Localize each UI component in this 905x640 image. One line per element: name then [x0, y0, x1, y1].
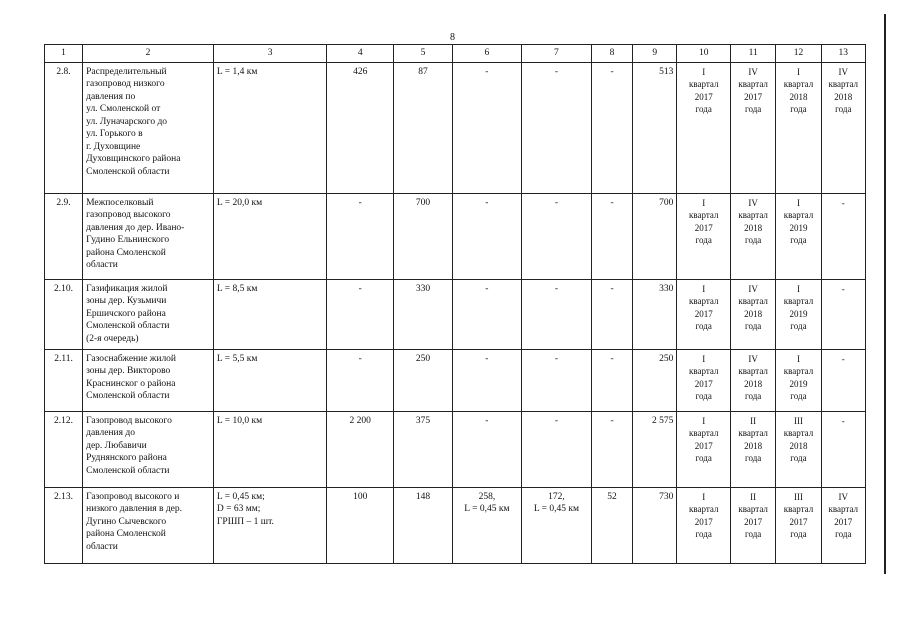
cell-col6: - — [452, 193, 521, 279]
cell-col8: 52 — [591, 487, 632, 563]
header-cell: 11 — [730, 45, 775, 63]
cell-col9-total: 700 — [633, 193, 677, 279]
cell-col7: 172, L = 0,45 км — [521, 487, 591, 563]
cell-col5: 375 — [394, 411, 453, 487]
cell-col12-quarter: I квартал 2018 года — [776, 62, 821, 193]
cell-col10-quarter: I квартал 2017 года — [677, 411, 731, 487]
cell-col6: - — [452, 62, 521, 193]
row-number: 2.12. — [45, 411, 83, 487]
cell-col4: 2 200 — [327, 411, 394, 487]
project-spec: L = 8,5 км — [213, 279, 326, 349]
cell-col11-quarter: IV квартал 2018 года — [730, 279, 775, 349]
cell-col8: - — [591, 411, 632, 487]
cell-col9-total: 330 — [633, 279, 677, 349]
table-row — [45, 411, 866, 487]
project-spec: L = 0,45 км; D = 63 мм; ГРШП – 1 шт. — [213, 487, 326, 563]
row-number: 2.10. — [45, 279, 83, 349]
cell-col12-quarter: III квартал 2017 года — [776, 487, 821, 563]
cell-col13-quarter: - — [821, 411, 865, 487]
table-row — [45, 349, 866, 411]
cell-col5: 148 — [394, 487, 453, 563]
cell-col5: 330 — [394, 279, 453, 349]
cell-col13-quarter: IV квартал 2018 года — [821, 62, 865, 193]
cell-col12-quarter: I квартал 2019 года — [776, 349, 821, 411]
cell-col9-total: 2 575 — [633, 411, 677, 487]
project-spec: L = 1,4 км — [213, 62, 326, 193]
cell-col6: - — [452, 349, 521, 411]
cell-col13-quarter: - — [821, 279, 865, 349]
scan-edge-line — [884, 14, 886, 574]
cell-col11-quarter: IV квартал 2018 года — [730, 193, 775, 279]
cell-col6: - — [452, 411, 521, 487]
project-spec: L = 20,0 км — [213, 193, 326, 279]
cell-col7: - — [521, 349, 591, 411]
header-cell: 13 — [821, 45, 865, 63]
project-name: Межпоселковый газопровод высокого давления до дер. Ивано- Гудино Ельнинского района Смоленской области — [83, 193, 214, 279]
cell-col12-quarter: I квартал 2019 года — [776, 193, 821, 279]
cell-col7: - — [521, 62, 591, 193]
project-name: Распределительный газопровод низкого давления по ул. Смоленской от ул. Луначарского до ул. Горького в г. Духовщине Духовщинского района Смоленской области — [83, 62, 214, 193]
table-row — [45, 193, 866, 279]
cell-col6: 258, L = 0,45 км — [452, 487, 521, 563]
cell-col4: - — [327, 349, 394, 411]
header-cell: 2 — [83, 45, 214, 63]
cell-col9-total: 250 — [633, 349, 677, 411]
header-cell: 9 — [633, 45, 677, 63]
cell-col4: 426 — [327, 62, 394, 193]
cell-col8: - — [591, 279, 632, 349]
header-cell: 1 — [45, 45, 83, 63]
header-cell: 10 — [677, 45, 731, 63]
cell-col12-quarter: I квартал 2019 года — [776, 279, 821, 349]
cell-col11-quarter: II квартал 2018 года — [730, 411, 775, 487]
cell-col13-quarter: IV квартал 2017 года — [821, 487, 865, 563]
project-name: Газоснабжение жилой зоны дер. Викторово Краснинског о района Смоленской области — [83, 349, 214, 411]
table-row — [45, 487, 866, 563]
cell-col10-quarter: I квартал 2017 года — [677, 349, 731, 411]
cell-col7: - — [521, 279, 591, 349]
cell-col10-quarter: I квартал 2017 года — [677, 487, 731, 563]
cell-col8: - — [591, 349, 632, 411]
header-cell: 5 — [394, 45, 453, 63]
cell-col5: 700 — [394, 193, 453, 279]
table-row — [45, 62, 866, 193]
cell-col4: 100 — [327, 487, 394, 563]
cell-col10-quarter: I квартал 2017 года — [677, 62, 731, 193]
cell-col13-quarter: - — [821, 349, 865, 411]
row-number: 2.9. — [45, 193, 83, 279]
cell-col4: - — [327, 279, 394, 349]
header-cell: 6 — [452, 45, 521, 63]
project-spec: L = 10,0 км — [213, 411, 326, 487]
cell-col11-quarter: IV квартал 2018 года — [730, 349, 775, 411]
cell-col7: - — [521, 193, 591, 279]
header-cell: 4 — [327, 45, 394, 63]
gas-pipeline-table — [44, 44, 866, 564]
cell-col5: 250 — [394, 349, 453, 411]
cell-col9-total: 730 — [633, 487, 677, 563]
header-cell: 12 — [776, 45, 821, 63]
cell-col10-quarter: I квартал 2017 года — [677, 279, 731, 349]
cell-col7: - — [521, 411, 591, 487]
project-name: Газопровод высокого и низкого давления в дер. Дугино Сычевского района Смоленской области — [83, 487, 214, 563]
cell-col6: - — [452, 279, 521, 349]
project-name: Газификация жилой зоны дер. Кузьмичи Ершичского района Смоленской области (2-я очередь) — [83, 279, 214, 349]
row-number: 2.13. — [45, 487, 83, 563]
cell-col8: - — [591, 62, 632, 193]
row-number: 2.8. — [45, 62, 83, 193]
table-row — [45, 279, 866, 349]
cell-col10-quarter: I квартал 2017 года — [677, 193, 731, 279]
project-name: Газопровод высокого давления до дер. Любавичи Руднянского района Смоленской области — [83, 411, 214, 487]
page-number: 8 — [450, 32, 455, 43]
row-number: 2.11. — [45, 349, 83, 411]
project-spec: L = 5,5 км — [213, 349, 326, 411]
cell-col9-total: 513 — [633, 62, 677, 193]
header-cell: 3 — [213, 45, 326, 63]
cell-col11-quarter: IV квартал 2017 года — [730, 62, 775, 193]
cell-col4: - — [327, 193, 394, 279]
header-cell: 7 — [521, 45, 591, 63]
cell-col13-quarter: - — [821, 193, 865, 279]
header-cell: 8 — [591, 45, 632, 63]
cell-col12-quarter: III квартал 2018 года — [776, 411, 821, 487]
cell-col5: 87 — [394, 62, 453, 193]
header-row — [45, 45, 866, 63]
cell-col8: - — [591, 193, 632, 279]
cell-col11-quarter: II квартал 2017 года — [730, 487, 775, 563]
